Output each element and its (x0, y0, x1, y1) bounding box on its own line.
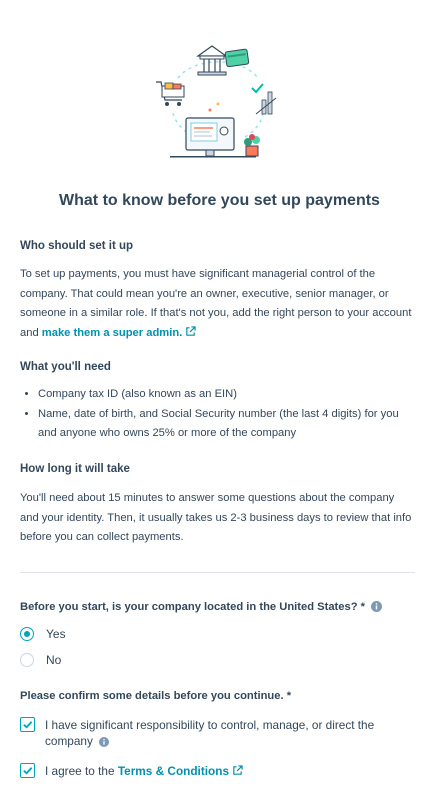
external-link-icon[interactable] (232, 765, 243, 776)
radio-no-label: No (46, 653, 62, 667)
payments-illustration (148, 38, 288, 173)
checkmark-icon (22, 765, 33, 776)
who-body-text: To set up payments, you must have significant managerial control of the company. That could mean you're an owner, executive, senior manager, or someone in a similar role. If that's not you, add the right person to your account and (20, 268, 412, 339)
needs-list (20, 385, 418, 444)
responsibility-label (45, 717, 415, 749)
location-question-label: Before you start, is your company located in the United States? * (20, 601, 366, 613)
list-item: • Company tax ID (also known as an EIN) (38, 385, 418, 405)
need-section-title: What you'll need (20, 361, 111, 373)
terms-label (45, 763, 415, 779)
radio-no-button[interactable] (20, 653, 34, 667)
time-section-title: How long it will take (20, 463, 130, 475)
who-section-body (20, 265, 415, 343)
radio-yes-label: Yes (46, 627, 66, 641)
list-item: • Name, date of birth, and Social Security number (the last 4 digits) for you and anyone who owns 25% or more of the company (38, 405, 418, 444)
section-divider (20, 572, 415, 573)
location-question (20, 601, 382, 613)
external-link-icon[interactable] (185, 326, 196, 337)
radio-no[interactable] (20, 653, 61, 667)
checkmark-icon (22, 719, 33, 730)
super-admin-link[interactable]: make them a super admin. (41, 326, 183, 339)
info-icon[interactable] (371, 601, 382, 612)
responsibility-checkbox[interactable] (20, 717, 35, 732)
responsibility-text: I have significant responsibility to control, manage, or direct the company (45, 718, 375, 748)
confirm-label: Please confirm some details before you continue. * (20, 690, 292, 702)
confirm-responsibility[interactable] (20, 717, 415, 749)
terms-text: I agree to the (45, 764, 118, 778)
terms-link[interactable]: Terms & Conditions (117, 764, 230, 778)
radio-yes[interactable] (20, 627, 66, 641)
page-title: What to know before you set up payments (59, 192, 380, 209)
who-section-title: Who should set it up (20, 240, 134, 252)
terms-checkbox[interactable] (20, 763, 35, 778)
info-icon[interactable] (99, 737, 109, 747)
time-section-body: You'll need about 15 minutes to answer some questions about the company and your identity. Then, it usually takes us 2-3 business days to review that info before you can collect payments. (20, 492, 412, 543)
radio-yes-button[interactable] (20, 627, 34, 641)
confirm-terms[interactable] (20, 763, 415, 779)
